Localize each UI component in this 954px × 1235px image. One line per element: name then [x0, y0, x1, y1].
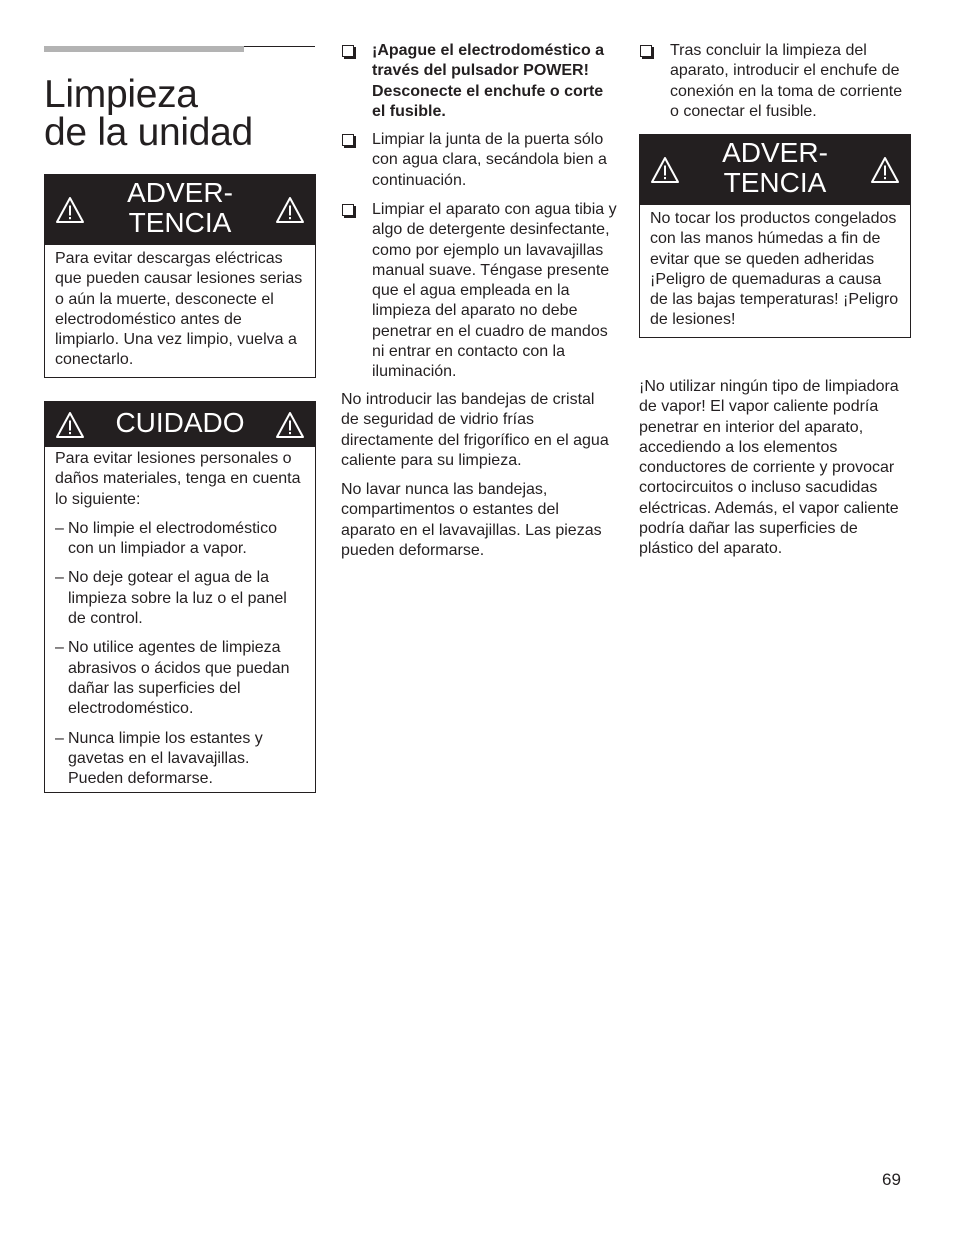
header-rule-accent	[44, 46, 244, 52]
warning-box-electric	[44, 174, 316, 378]
warning-triangle-icon	[275, 411, 305, 439]
checklist-item	[341, 130, 619, 191]
checkbox-icon	[342, 45, 354, 57]
warning-box-frozen	[639, 134, 911, 338]
caution-box-header	[45, 402, 315, 447]
warning-box-header	[640, 135, 910, 205]
warning-triangle-icon	[55, 196, 85, 224]
warning-heading-line-2: TENCIA	[128, 207, 232, 238]
checkbox-icon	[342, 134, 354, 146]
cleaning-paragraph: No introducir las bandejas de cristal de seguridad de vidrio frías directamente del frigorífico en el agua caliente para su limpieza.	[341, 391, 609, 469]
caution-box-body	[45, 447, 315, 792]
warning-triangle-icon	[55, 411, 85, 439]
page-title-line-1: Limpieza	[44, 73, 198, 116]
caution-list-item: – No limpie el electrodoméstico con un limpiador a vapor.	[55, 519, 305, 560]
page-number: 69	[882, 1170, 901, 1189]
page-title	[44, 73, 253, 154]
checkbox-icon	[342, 204, 354, 216]
page-title-line-2: de la unidad	[44, 111, 253, 154]
cleaning-paragraph: No lavar nunca las bandejas, compartimentos o estantes del aparato en el lavavajillas. Las piezas pueden deformarse.	[341, 481, 602, 559]
warning-heading-line-1: ADVER-	[722, 137, 828, 168]
checkbox-icon	[640, 45, 652, 57]
checklist-text: Limpiar el aparato con agua tibia y algo de detergente desinfectante, como por ejemplo un lavavajillas manual suave. Téngase presente que el agua empleada en la limpieza del aparato no debe penetrar en el cuadro de mandos ni entrar en contacto con la iluminación.	[372, 201, 617, 381]
caution-box	[44, 401, 316, 793]
warning-heading-line-2: TENCIA	[723, 167, 827, 198]
caution-list-item: – No utilice agentes de limpieza abrasivos o ácidos que puedan dañar las superficies del electrodoméstico.	[55, 638, 305, 719]
warning-box-header	[45, 175, 315, 245]
warning-triangle-icon	[870, 156, 900, 184]
warning-text: Para evitar descargas eléctricas que pueden causar lesiones serias o aún la muerte, desconecte el electrodoméstico antes de limpiarlo. Una vez limpio, vuelva a conectarlo.	[55, 250, 303, 369]
checklist-text: ¡Apague el electrodoméstico a través del pulsador POWER! Desconecte el enchufe o corte el fusible.	[372, 42, 605, 120]
checklist-item	[341, 41, 619, 122]
caution-list-item: – Nunca limpie los estantes y gavetas en el lavavajillas. Pueden deformarse.	[55, 729, 305, 790]
warning-text: No tocar los productos congelados con las manos húmedas a fin de evitar que se queden adheridas ¡Peligro de quemaduras a causa de las bajas temperaturas! ¡Peligro de lesiones!	[650, 210, 899, 329]
caution-heading: CUIDADO	[115, 407, 245, 438]
warning-box-body	[45, 245, 315, 377]
warning-triangle-icon	[650, 156, 680, 184]
checklist-item	[639, 41, 911, 122]
steam-cleaner-paragraph: ¡No utilizar ningún tipo de limpiadora de vapor! El vapor caliente podría penetrar en interior del aparato, accediendo a los elementos conductores de corriente y provocar cortocircuitos o incluso sacudidas eléctricas. Además, el vapor caliente podría dañar las superficies de plástico del aparato.	[639, 378, 899, 558]
warning-heading-line-1: ADVER-	[127, 177, 233, 208]
checklist-item	[341, 200, 619, 383]
caution-intro: Para evitar lesiones personales o daños materiales, tenga en cuenta lo siguiente:	[55, 450, 301, 508]
caution-list-item: – No deje gotear el agua de la limpieza sobre la luz o el panel de control.	[55, 568, 305, 629]
checklist-text: Tras concluir la limpieza del aparato, introducir el enchufe de conexión en la toma de corriente o conectar el fusible.	[670, 42, 903, 120]
checklist-text: Limpiar la junta de la puerta sólo con agua clara, secándola bien a continuación.	[372, 131, 607, 189]
warning-triangle-icon	[275, 196, 305, 224]
warning-box-body	[640, 205, 910, 337]
